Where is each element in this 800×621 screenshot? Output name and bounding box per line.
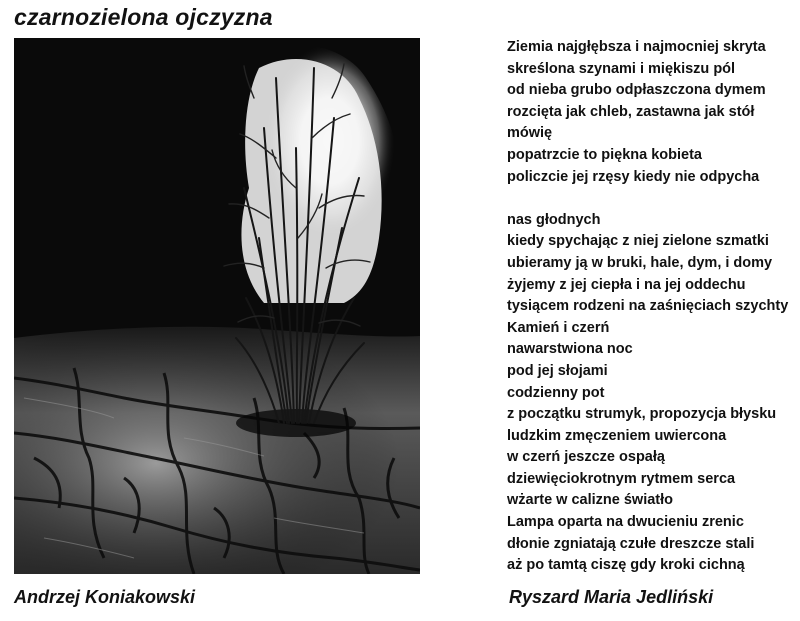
photographer-credit: Andrzej Koniakowski: [14, 587, 196, 607]
poem-line: codzienny pot: [507, 384, 605, 401]
poem-line: ubieramy ją w bruki, hale, dym, i domy: [507, 254, 773, 271]
poem-line: z początku strumyk, propozycja błysku: [507, 406, 777, 423]
photograph: [14, 38, 420, 574]
poem-line: popatrzcie to piękna kobieta: [507, 146, 702, 163]
poem-line: mówię: [507, 125, 553, 142]
reed-photo-illustration: [14, 38, 420, 574]
poem-line: Kamień i czerń: [507, 319, 610, 336]
poem-line: Lampa oparta na dwucieniu zrenic: [507, 514, 744, 531]
poem-line: żyjemy z jej ciepła i na jej oddechu: [507, 276, 746, 293]
poem-line: Ziemia najgłębsza i najmocniej skryta: [507, 39, 766, 55]
poem-line: aż po tamtą ciszę gdy kroki cichną: [507, 557, 745, 574]
stanza-break: [507, 188, 799, 210]
poem-line: w czerń jeszcze ospałą: [507, 449, 665, 466]
poem-line: rozcięta jak chleb, zastawna jak stół: [507, 103, 755, 120]
poem-line: skreślona szynami i miękiszu pól: [507, 60, 736, 77]
poem-line: wżarte w calizne światło: [507, 492, 673, 509]
poem-line: policzcie jej rzęsy kiedy nie odpycha: [507, 168, 760, 185]
poem-line: pod jej słojami: [507, 362, 608, 379]
poem-line: tysiącem rodzeni na zaśnięciach szychty: [507, 298, 789, 315]
page-title: czarnozielona ojczyzna: [14, 4, 273, 30]
poem-line: kiedy spychając z niej zielone szmatki: [507, 233, 769, 250]
poem-line: od nieba grubo odpłaszczona dymem: [507, 82, 766, 99]
poem-line: nas głodnych: [507, 211, 601, 228]
poet-credit: Ryszard Maria Jedliński: [509, 587, 714, 607]
poem-text: [507, 37, 799, 577]
poem-line: ludzkim zmęczeniem uwiercona: [507, 427, 727, 444]
poem-line: nawarstwiona noc: [507, 341, 633, 358]
poem-line: dłonie zgniatają czułe dreszcze stali: [507, 535, 755, 552]
poem-line: dziewięciokrotnym rytmem serca: [507, 470, 736, 487]
